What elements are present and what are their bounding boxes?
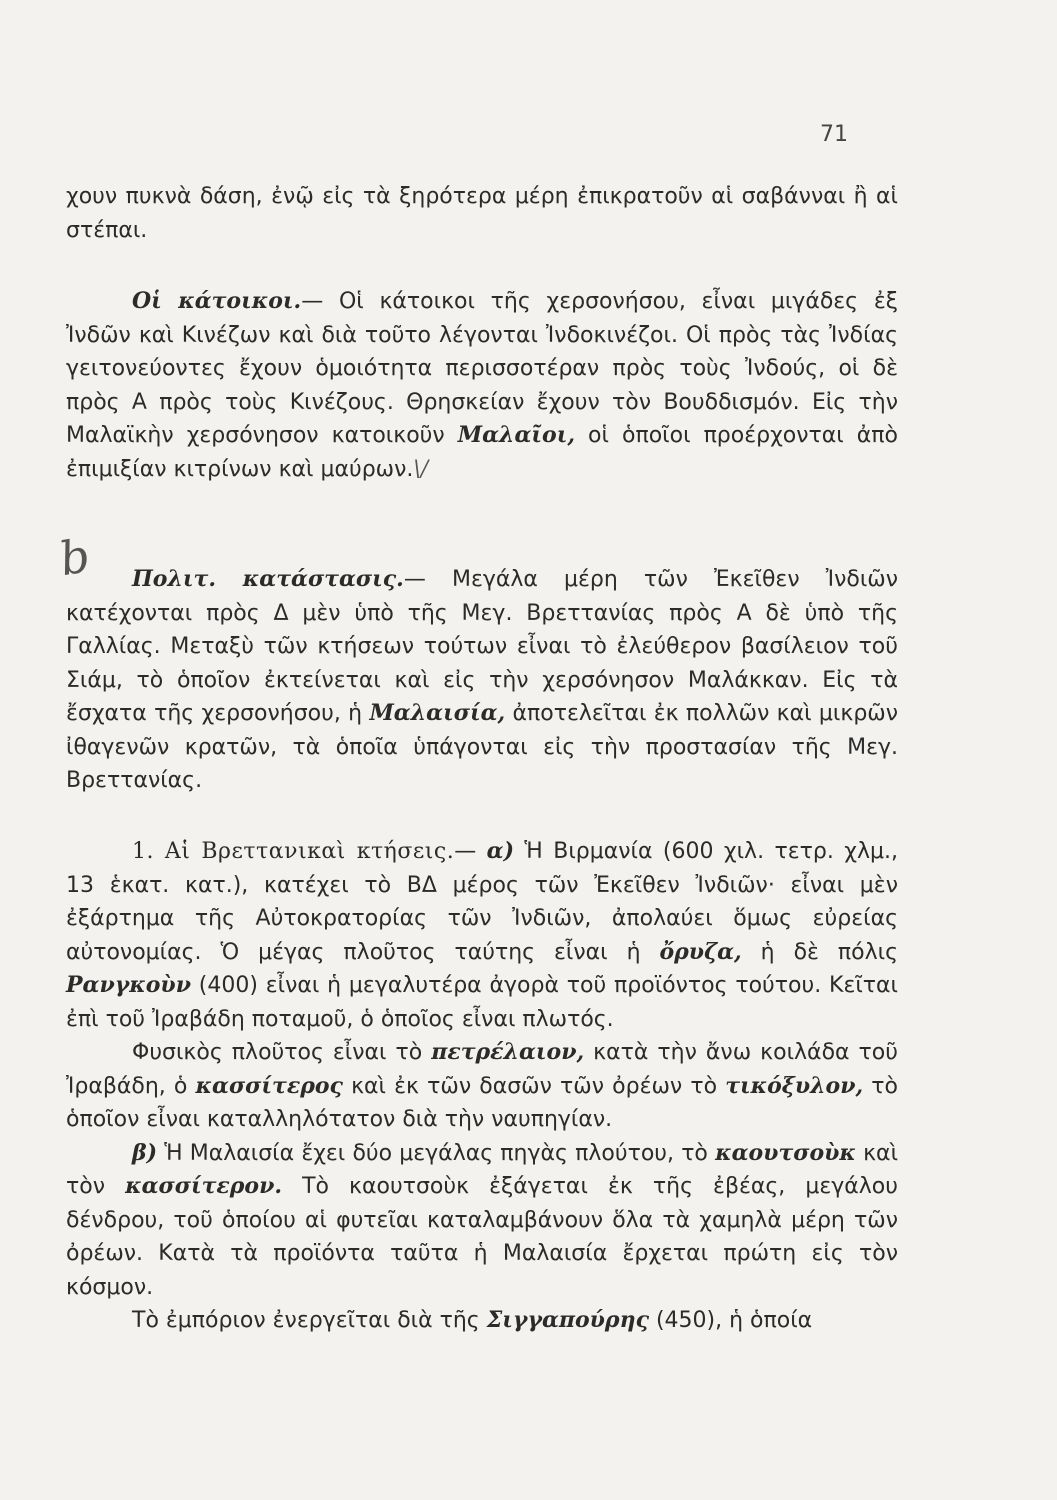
text-run: (400) εἶναι ἡ μεγαλυτέρα ἀγορὰ τοῦ προϊόντος τούτου. Κεῖται ἐπὶ τοῦ Ἰραβάδη ποταμοῦ, ὁ ὁποῖος εἶναι πλωτός. <box>66 973 898 1032</box>
handwritten-check-mark: \/ <box>413 456 429 482</box>
section-heading-british: 1. Αἱ Βρεττανικαὶ κτήσεις. <box>132 839 455 864</box>
section-heading-inhabitants: Οἱ κάτοικοι. <box>132 288 302 314</box>
section-heading-political: Πολιτ. κατάστασις. <box>132 566 404 592</box>
text-run: καὶ τὸν <box>66 1140 899 1199</box>
text-run: — <box>454 839 487 864</box>
term-rangoon: Ρανγκοὺν <box>66 972 191 998</box>
text-run: ἡ δὲ πόλις <box>741 939 898 965</box>
text-run: οἱ ὁποῖοι προέρχονται ἀπὸ ἐπιμιξίαν κιτρίνων καὶ μαύρων. <box>66 423 898 482</box>
paragraph-body <box>66 563 898 798</box>
text-run: Φυσικὸς πλοῦτος εἶναι τὸ <box>132 1040 432 1065</box>
text-run: κατὰ τὴν ἄνω κοιλάδα τοῦ Ἰραβάδη, ὁ <box>66 1040 898 1099</box>
paragraph-burma <box>66 835 898 1036</box>
text-run: (450), ἡ ὁποία <box>648 1308 813 1333</box>
text-run: Ἡ Μαλαισία ἔχει δύο μεγάλας πηγὰς πλούτου, τὸ <box>157 1140 716 1166</box>
handwritten-margin-mark: b <box>55 527 94 587</box>
text-run: — Μεγάλα μέρη τῶν Ἐκεῖθεν Ἰνδιῶν κατέχονται πρὸς Δ μὲν ὑπὸ τῆς Μεγ. Βρεττανίας πρὸς Α δὲ ὑπὸ τῆς Γαλλίας. Μεταξὺ τῶν κτήσεων τούτων εἶναι τὸ ἐλεύθερον βασίλειον τοῦ Σιάμ, τὸ ὁποῖον ἐκτείνεται καὶ εἰς τὴν χερσόνησον Μαλάκκαν. Εἰς τὰ ἔσχατα τῆς χερσονήσου, ἡ <box>66 567 898 726</box>
text-run: τὸ ὁποῖον εἶναι καταλληλότατον διὰ τὴν ναυπηγίαν. <box>66 1073 898 1132</box>
term-malaioi: Μαλαῖοι, <box>457 422 576 448</box>
paragraph-text: χουν πυκνὰ δάση, ἐνῷ εἰς τὰ ξηρότερα μέρη ἐπικρατοῦν αἱ σαβάνναι ἢ αἱ στέπαι. <box>66 184 898 243</box>
paragraph-natural-wealth <box>66 1036 898 1137</box>
page-number: 71 <box>820 122 848 147</box>
text-run: Ἡ Βιρμανία (600 χιλ. τετρ. χλμ., 13 ἑκατ. κατ.), κατέχει τὸ ΒΔ μέρος τῶν Ἐκεῖθεν Ἰνδιῶν· εἶναι μὲν ἐξάρτημα τῆς Αὐτοκρατορίας τῶν Ἰνδιῶν, ἀπολαύει ὅμως εὐρείας αὐτονομίας. Ὁ μέγας πλοῦτος ταύτης εἶναι ἡ <box>66 839 898 965</box>
term-teak: τικόξυλον, <box>725 1072 864 1099</box>
section-british-possessions <box>66 835 898 1338</box>
term-tin-2: κασσίτερον. <box>125 1173 282 1199</box>
paragraph-political-situation <box>66 563 898 798</box>
text-run: Τὸ ἐμπόριον ἐνεργεῖται διὰ τῆς <box>132 1308 487 1333</box>
term-malaisia: Μαλαισία, <box>369 700 506 726</box>
paragraph-inhabitants <box>66 285 898 486</box>
paragraph-malaysia <box>66 1137 898 1305</box>
text-run: — Οἱ κάτοικοι τῆς χερσονήσου, εἶναι μιγάδες ἐξ Ἰνδῶν καὶ Κινέζων καὶ διὰ τοῦτο λέγονται Ἰνδοκινέζοι. Οἱ πρὸς τὰς Ἰνδίας γειτονεύοντες ἔχουν ὁμοιότητα περισσοτέραν πρὸς τοὺς Ἰνδούς, οἱ δὲ πρὸς Α πρὸς τοὺς Κινέζους. Θρησκείαν ἔχουν τὸν Βουδδισμόν. Εἰς τὴν Μαλαϊκὴν χερσόνησον κατοικοῦν <box>66 289 898 448</box>
term-rubber: καουτσοὺκ <box>715 1139 856 1166</box>
term-oryza: ὄρυζα, <box>659 938 742 965</box>
text-run: Τὸ καουτσοὺκ ἐξάγεται ἐκ τῆς ἐβέας, μεγάλου δένδρου, τοῦ ὁποίου αἱ φυτεῖαι καταλαμβάνουν ὅλα τὰ χαμηλὰ μέρη τῶν ὀρέων. Κατὰ τὰ προϊόντα ταῦτα ἡ Μαλαισία ἔρχεται πρώτη εἰς τὸν κόσμον. <box>66 1174 898 1300</box>
term-tin: κασσίτερος <box>195 1072 343 1099</box>
paragraph-body <box>66 285 898 486</box>
text-run: καὶ ἐκ τῶν δασῶν τῶν ὀρέων τὸ <box>342 1073 726 1099</box>
text-run: ἀποτελεῖται ἐκ πολλῶν καὶ μικρῶν ἰθαγενῶν κρατῶν, τὰ ὁποῖα ὑπάγονται εἰς τὴν προστασίαν τῆς Μεγ. Βρεττανίας. <box>66 701 899 793</box>
term-singapore: Σιγγαπούρης <box>486 1307 649 1333</box>
term-petroleum: πετρέλαιον, <box>431 1039 585 1065</box>
label-a: α) <box>486 838 514 864</box>
paragraph-trade <box>66 1304 898 1338</box>
paragraph-vegetation <box>66 180 898 247</box>
label-b: β) <box>132 1139 158 1166</box>
